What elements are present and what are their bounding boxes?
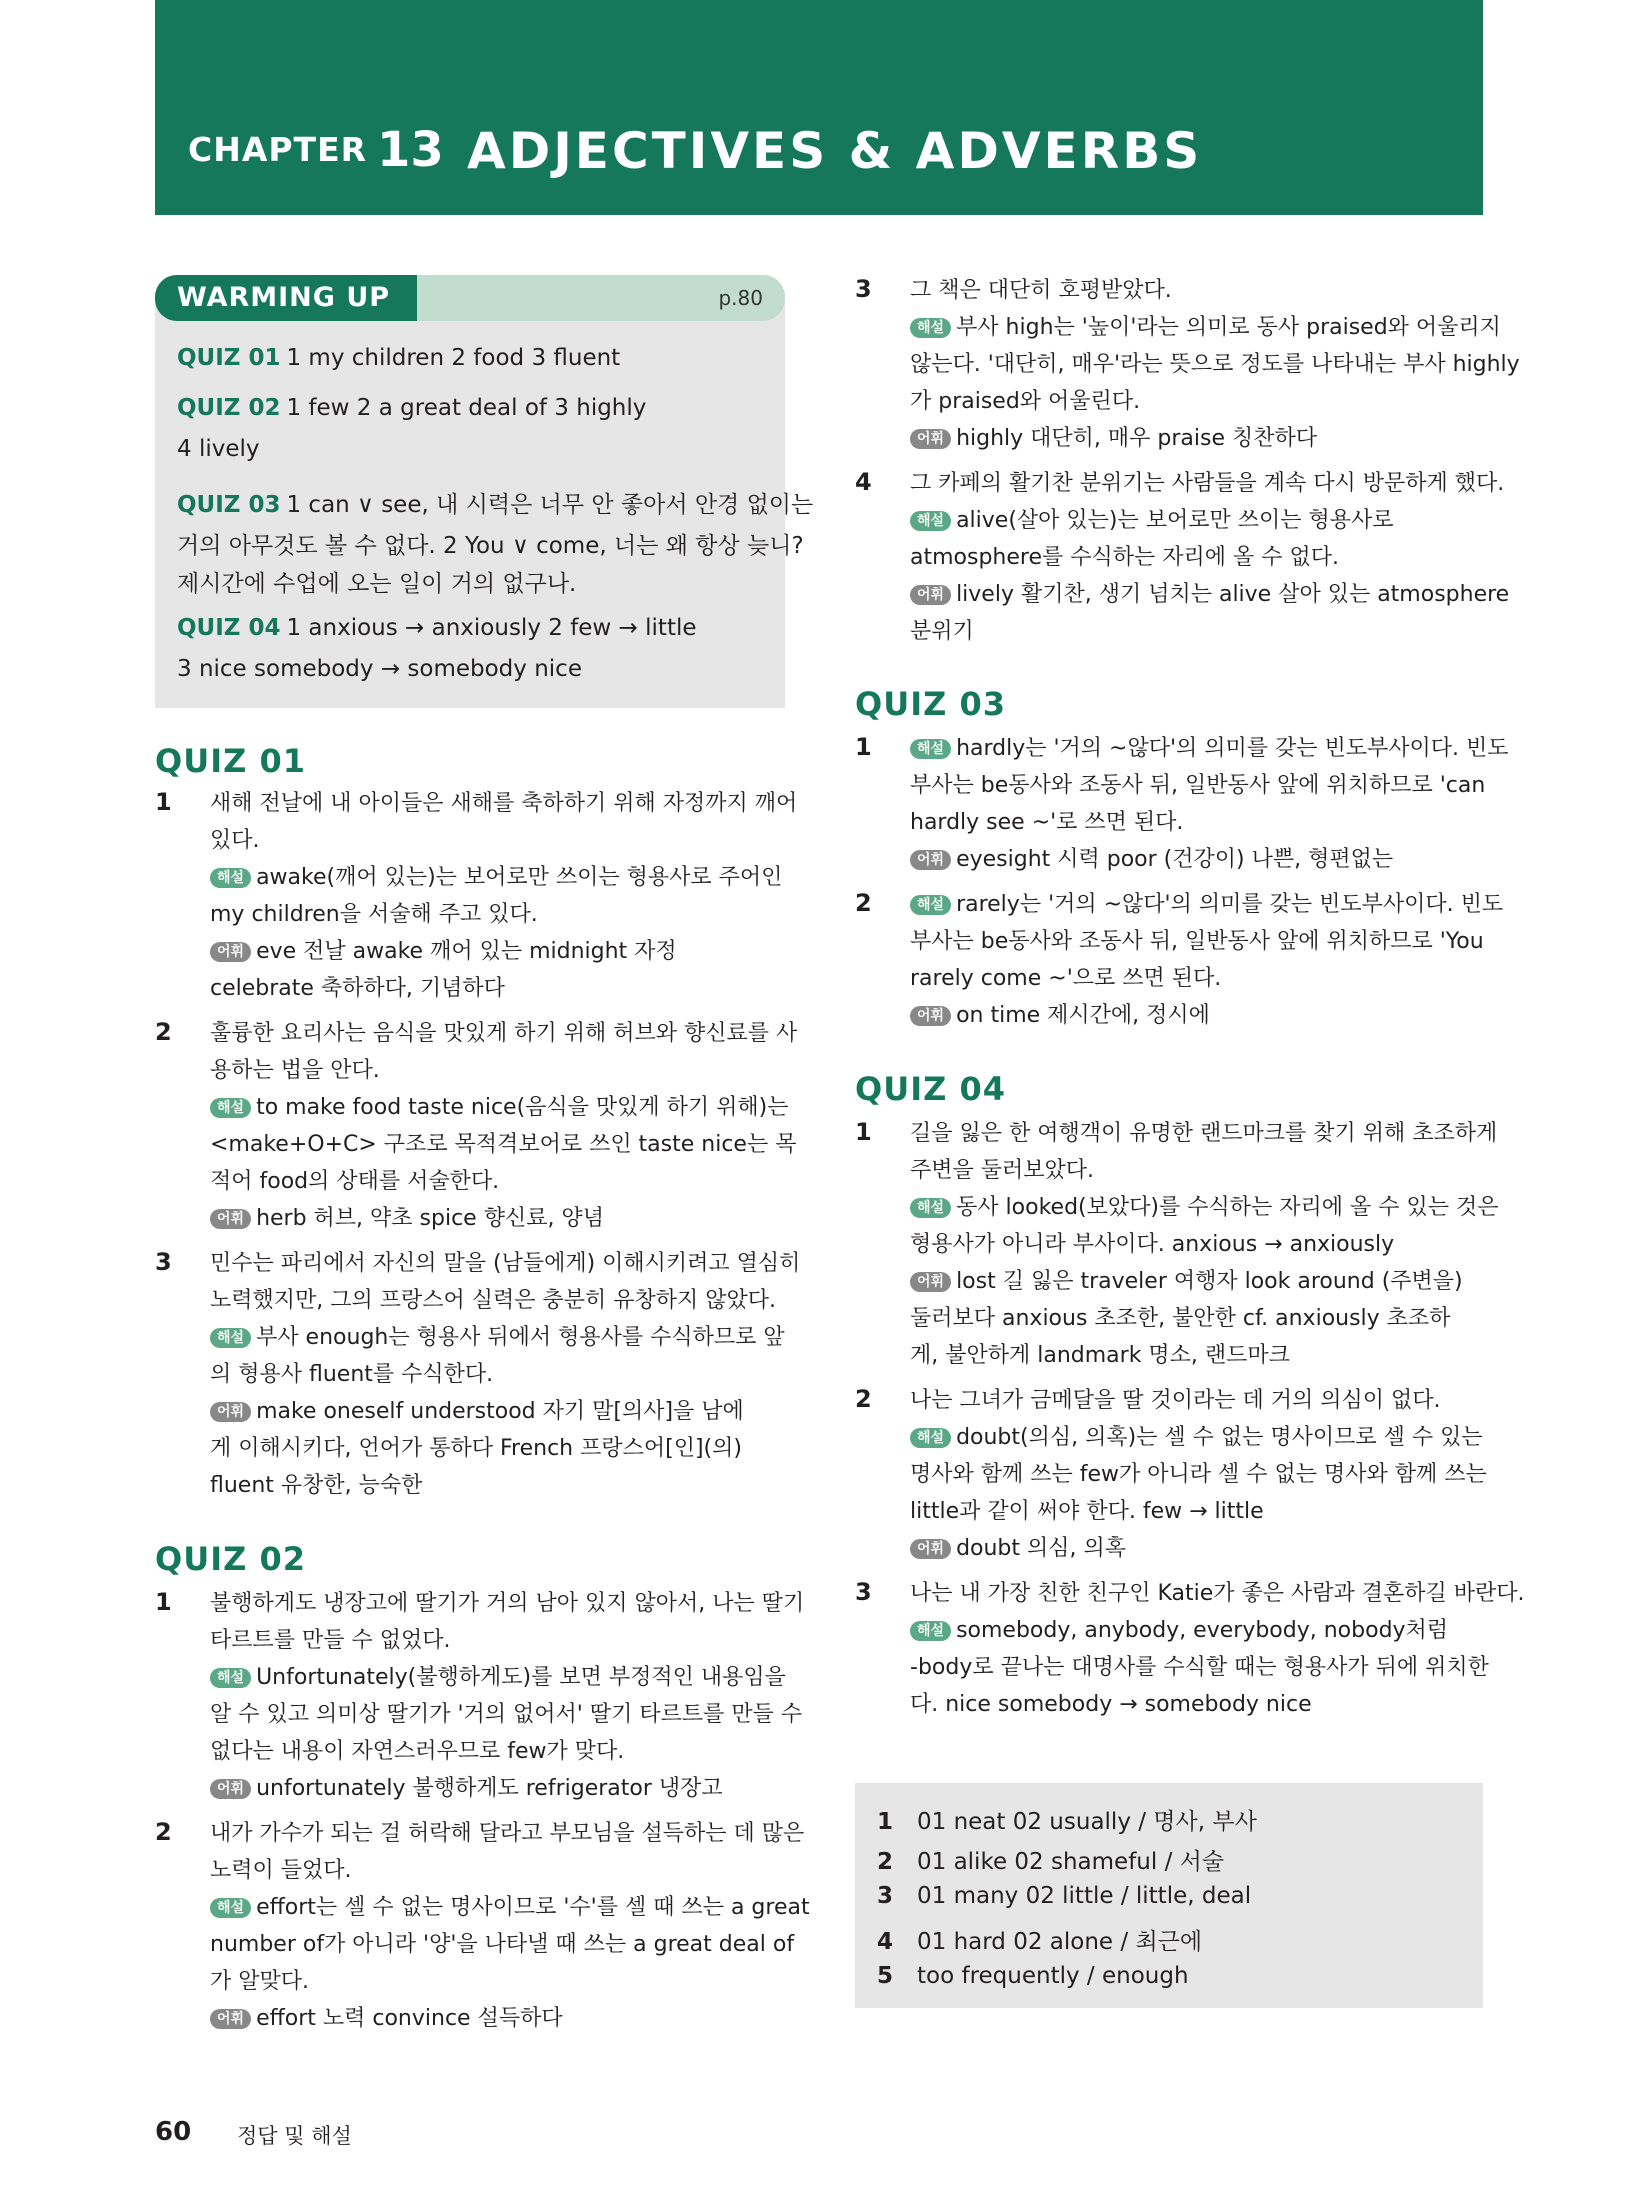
text-line: 노력했지만, 그의 프랑스어 실력은 충분히 유창하지 않았다. [210, 1288, 776, 1313]
text-line: 타르트를 만들 수 없었다. [210, 1628, 451, 1653]
warming-quiz03-cont: 거의 아무것도 볼 수 없다. 2 You ∨ come, 너는 왜 항상 늦니? [177, 533, 804, 559]
text-line: 가 알맞다. [210, 1969, 309, 1994]
explain-line: 해설 hardly는 '거의 ~않다'의 의미를 갖는 빈도부사이다. 빈도 [910, 730, 1509, 767]
text-line: 내가 가수가 되는 걸 허락해 달라고 부모님을 설득하는 데 많은 [210, 1821, 805, 1846]
text-line: 알 수 있고 의미상 딸기가 '거의 없어서' 딸기 타르트를 만들 수 [210, 1702, 803, 1727]
item-number: 1 [155, 1588, 172, 1616]
text-line: 부사는 be동사와 조동사 뒤, 일반동사 앞에 위치하므로 'You [910, 929, 1484, 954]
text-line: 나는 그녀가 금메달을 딸 것이라는 데 거의 의심이 없다. [910, 1388, 1441, 1413]
vocab-line: 어휘 doubt 의심, 의혹 [910, 1530, 1126, 1567]
answer-row: 1 01 neat 02 usually / 명사, 부사 [877, 1809, 1257, 1835]
explain-tag: 해설 [910, 1428, 951, 1448]
text-line: 나는 내 가장 친한 친구인 Katie가 좋은 사람과 결혼하길 바란다. [910, 1581, 1525, 1606]
warming-up-label: WARMING UP [155, 275, 417, 321]
text-line: 적어 food의 상태를 서술한다. [210, 1169, 500, 1194]
text-line: 있다. [210, 828, 260, 853]
warming-quiz02: QUIZ 02 1 few 2 a great deal of 3 highly [177, 395, 647, 421]
explain-line: 해설 Unfortunately(불행하게도)를 보면 부정적인 내용임을 [210, 1659, 786, 1696]
vocab-tag: 어휘 [910, 850, 951, 870]
explain-line: 해설 effort는 셀 수 없는 명사이므로 '수'를 셀 때 쓰는 a great [210, 1889, 810, 1926]
vocab-tag: 어휘 [910, 429, 951, 449]
item-number: 2 [155, 1818, 172, 1846]
text-line: 노력이 들었다. [210, 1858, 352, 1883]
vocab-tag: 어휘 [910, 585, 951, 605]
quiz04-title: QUIZ 04 [855, 1070, 1006, 1108]
warming-quiz04: QUIZ 04 1 anxious → anxiously 2 few → little [177, 615, 697, 641]
vocab-line: 어휘 lost 길 잃은 traveler 여행자 look around (주변을) [910, 1263, 1463, 1300]
text-line: 다. nice somebody → somebody nice [910, 1692, 1312, 1717]
explain-tag: 해설 [910, 895, 951, 915]
text-line: 새해 전날에 내 아이들은 새해를 축하하기 위해 자정까지 깨어 [210, 791, 798, 816]
text-line: 부사는 be동사와 조동사 뒤, 일반동사 앞에 위치하므로 'can [910, 773, 1486, 798]
text-line: 둘러보다 anxious 초조한, 불안한 cf. anxiously 초조하 [910, 1306, 1451, 1331]
vocab-line: 어휘 herb 허브, 약초 spice 향신료, 양념 [210, 1200, 604, 1237]
explain-line: 해설 to make food taste nice(음식을 맛있게 하기 위해)는 [210, 1089, 789, 1126]
text-line: 주변을 둘러보았다. [910, 1158, 1095, 1183]
text-line: hardly see ~'로 쓰면 된다. [910, 810, 1184, 835]
text-line: little과 같이 써야 한다. few → little [910, 1499, 1264, 1524]
text-line: 훌륭한 요리사는 음식을 맛있게 하기 위해 허브와 향신료를 사 [210, 1021, 798, 1046]
item-number: 2 [155, 1018, 172, 1046]
vocab-line: 어휘 eve 전날 awake 깨어 있는 midnight 자정 [210, 933, 677, 970]
text-line: -body로 끝나는 대명사를 수식할 때는 형용사가 뒤에 위치한 [910, 1655, 1489, 1680]
text-line: celebrate 축하하다, 기념하다 [210, 976, 505, 1001]
chapter-label: CHAPTER [188, 130, 368, 169]
text-line: 형용사가 아니라 부사이다. anxious → anxiously [910, 1232, 1395, 1257]
text-line: 분위기 [910, 619, 974, 644]
answer-box [855, 1783, 1483, 2008]
answer-row: 2 01 alike 02 shameful / 서술 [877, 1849, 1225, 1875]
text-line: fluent 유창한, 능숙한 [210, 1473, 423, 1498]
text-line: 않는다. '대단히, 매우'라는 뜻으로 정도를 나타내는 부사 highly [910, 352, 1520, 377]
warming-quiz02-cont: 4 lively [177, 436, 260, 462]
text-line: 용하는 법을 안다. [210, 1058, 380, 1083]
vocab-line: 어휘 on time 제시간에, 정시에 [910, 997, 1210, 1034]
vocab-line: 어휘 effort 노력 convince 설득하다 [210, 2000, 563, 2037]
text-line: 민수는 파리에서 자신의 말을 (남들에게) 이해시키려고 열심히 [210, 1251, 801, 1276]
warming-up-page: p.80 [718, 286, 763, 310]
vocab-tag: 어휘 [910, 1006, 951, 1026]
chapter-header [155, 0, 1483, 215]
answer-row: 4 01 hard 02 alone / 최근에 [877, 1929, 1203, 1955]
explain-tag: 해설 [210, 868, 251, 888]
explain-line: 해설 awake(깨어 있는)는 보어로만 쓰이는 형용사로 주어인 [210, 859, 782, 896]
answer-row: 3 01 many 02 little / little, deal [877, 1883, 1252, 1909]
explain-tag: 해설 [210, 1898, 251, 1918]
item-number: 3 [855, 275, 872, 303]
warming-up-bar [155, 275, 785, 321]
warming-quiz04-cont: 3 nice somebody → somebody nice [177, 656, 582, 682]
answer-row: 5 too frequently / enough [877, 1963, 1189, 1989]
vocab-tag: 어휘 [210, 1402, 251, 1422]
vocab-line: 어휘 eyesight 시력 poor (건강이) 나쁜, 형편없는 [910, 841, 1393, 878]
explain-tag: 해설 [910, 1621, 951, 1641]
text-line: 길을 잃은 한 여행객이 유명한 랜드마크를 찾기 위해 초조하게 [910, 1121, 1498, 1146]
explain-line: 해설 부사 enough는 형용사 뒤에서 형용사를 수식하므로 앞 [210, 1319, 785, 1356]
text-line: 그 카페의 활기찬 분위기는 사람들을 계속 다시 방문하게 했다. [910, 471, 1505, 496]
explain-line: 해설 부사 high는 '높이'라는 의미로 동사 praised와 어울리지 [910, 309, 1501, 346]
explain-line: 해설 alive(살아 있는)는 보어로만 쓰이는 형용사로 [910, 502, 1394, 539]
vocab-line: 어휘 make oneself understood 자기 말[의사]을 남에 [210, 1393, 744, 1430]
explain-line: 해설 somebody, anybody, everybody, nobody처럼 [910, 1612, 1448, 1649]
text-line: rarely come ~'으로 쓰면 된다. [910, 966, 1222, 991]
quiz02-title: QUIZ 02 [155, 1540, 306, 1578]
text-line: 게, 불안하게 landmark 명소, 랜드마크 [910, 1343, 1290, 1368]
chapter-number: 13 [377, 122, 444, 178]
vocab-tag: 어휘 [210, 1209, 251, 1229]
item-number: 1 [855, 1118, 872, 1146]
vocab-line: 어휘 lively 활기찬, 생기 넘치는 alive 살아 있는 atmosphere [910, 576, 1509, 613]
text-line: <make+O+C> 구조로 목적격보어로 쓰인 taste nice는 목 [210, 1132, 797, 1157]
vocab-line: 어휘 highly 대단히, 매우 praise 칭찬하다 [910, 420, 1317, 457]
text-line: 가 praised와 어울린다. [910, 389, 1141, 414]
vocab-tag: 어휘 [210, 2009, 251, 2029]
text-line: number of가 아니라 '양'을 나타낼 때 쓰는 a great deal of [210, 1932, 795, 1957]
text-line: 게 이해시키다, 언어가 통하다 French 프랑스어[인](의) [210, 1436, 742, 1461]
chapter-title: ADJECTIVES & ADVERBS [467, 122, 1203, 180]
explain-tag: 해설 [210, 1328, 251, 1348]
explain-line: 해설 동사 looked(보았다)를 수식하는 자리에 올 수 있는 것은 [910, 1189, 1498, 1226]
warming-quiz03-cont2: 제시간에 수업에 오는 일이 거의 없구나. [177, 571, 577, 597]
vocab-tag: 어휘 [910, 1539, 951, 1559]
text-line: 그 책은 대단히 호평받았다. [910, 278, 1172, 303]
quiz01-title: QUIZ 01 [155, 742, 306, 780]
item-number: 1 [855, 733, 872, 761]
item-number: 2 [855, 889, 872, 917]
explain-line: 해설 rarely는 '거의 ~않다'의 의미를 갖는 빈도부사이다. 빈도 [910, 886, 1503, 923]
footer-section: 정답 및 해설 [237, 2124, 352, 2148]
text-line: atmosphere를 수식하는 자리에 올 수 없다. [910, 545, 1339, 570]
text-line: my children을 서술해 주고 있다. [210, 902, 538, 927]
warming-quiz03: QUIZ 03 1 can ∨ see, 내 시력은 너무 안 좋아서 안경 없이는 [177, 492, 814, 518]
text-line: 없다는 내용이 자연스러우므로 few가 맞다. [210, 1739, 625, 1764]
item-number: 2 [855, 1385, 872, 1413]
item-number: 3 [155, 1248, 172, 1276]
explain-tag: 해설 [210, 1098, 251, 1118]
warming-quiz01: QUIZ 01 1 my children 2 food 3 fluent [177, 345, 621, 371]
explain-tag: 해설 [910, 318, 951, 338]
explain-line: 해설 doubt(의심, 의혹)는 셀 수 없는 명사이므로 셀 수 있는 [910, 1419, 1483, 1456]
explain-tag: 해설 [210, 1668, 251, 1688]
explain-tag: 해설 [910, 1198, 951, 1218]
vocab-tag: 어휘 [210, 1779, 251, 1799]
item-number: 3 [855, 1578, 872, 1606]
vocab-tag: 어휘 [210, 942, 251, 962]
warming-up-box [155, 275, 814, 708]
text-line: 명사와 함께 쓰는 few가 아니라 셀 수 없는 명사와 함께 쓰는 [910, 1462, 1487, 1487]
text-line: 의 형용사 fluent를 수식한다. [210, 1362, 494, 1387]
item-number: 1 [155, 788, 172, 816]
vocab-line: 어휘 unfortunately 불행하게도 refrigerator 냉장고 [210, 1770, 723, 1807]
vocab-tag: 어휘 [910, 1272, 951, 1292]
item-number: 4 [855, 468, 872, 496]
explain-tag: 해설 [910, 739, 951, 759]
explain-tag: 해설 [910, 511, 951, 531]
quiz03-title: QUIZ 03 [855, 685, 1006, 723]
text-line: 불행하게도 냉장고에 딸기가 거의 남아 있지 않아서, 나는 딸기 [210, 1591, 805, 1616]
page-number: 60 [155, 2117, 192, 2147]
